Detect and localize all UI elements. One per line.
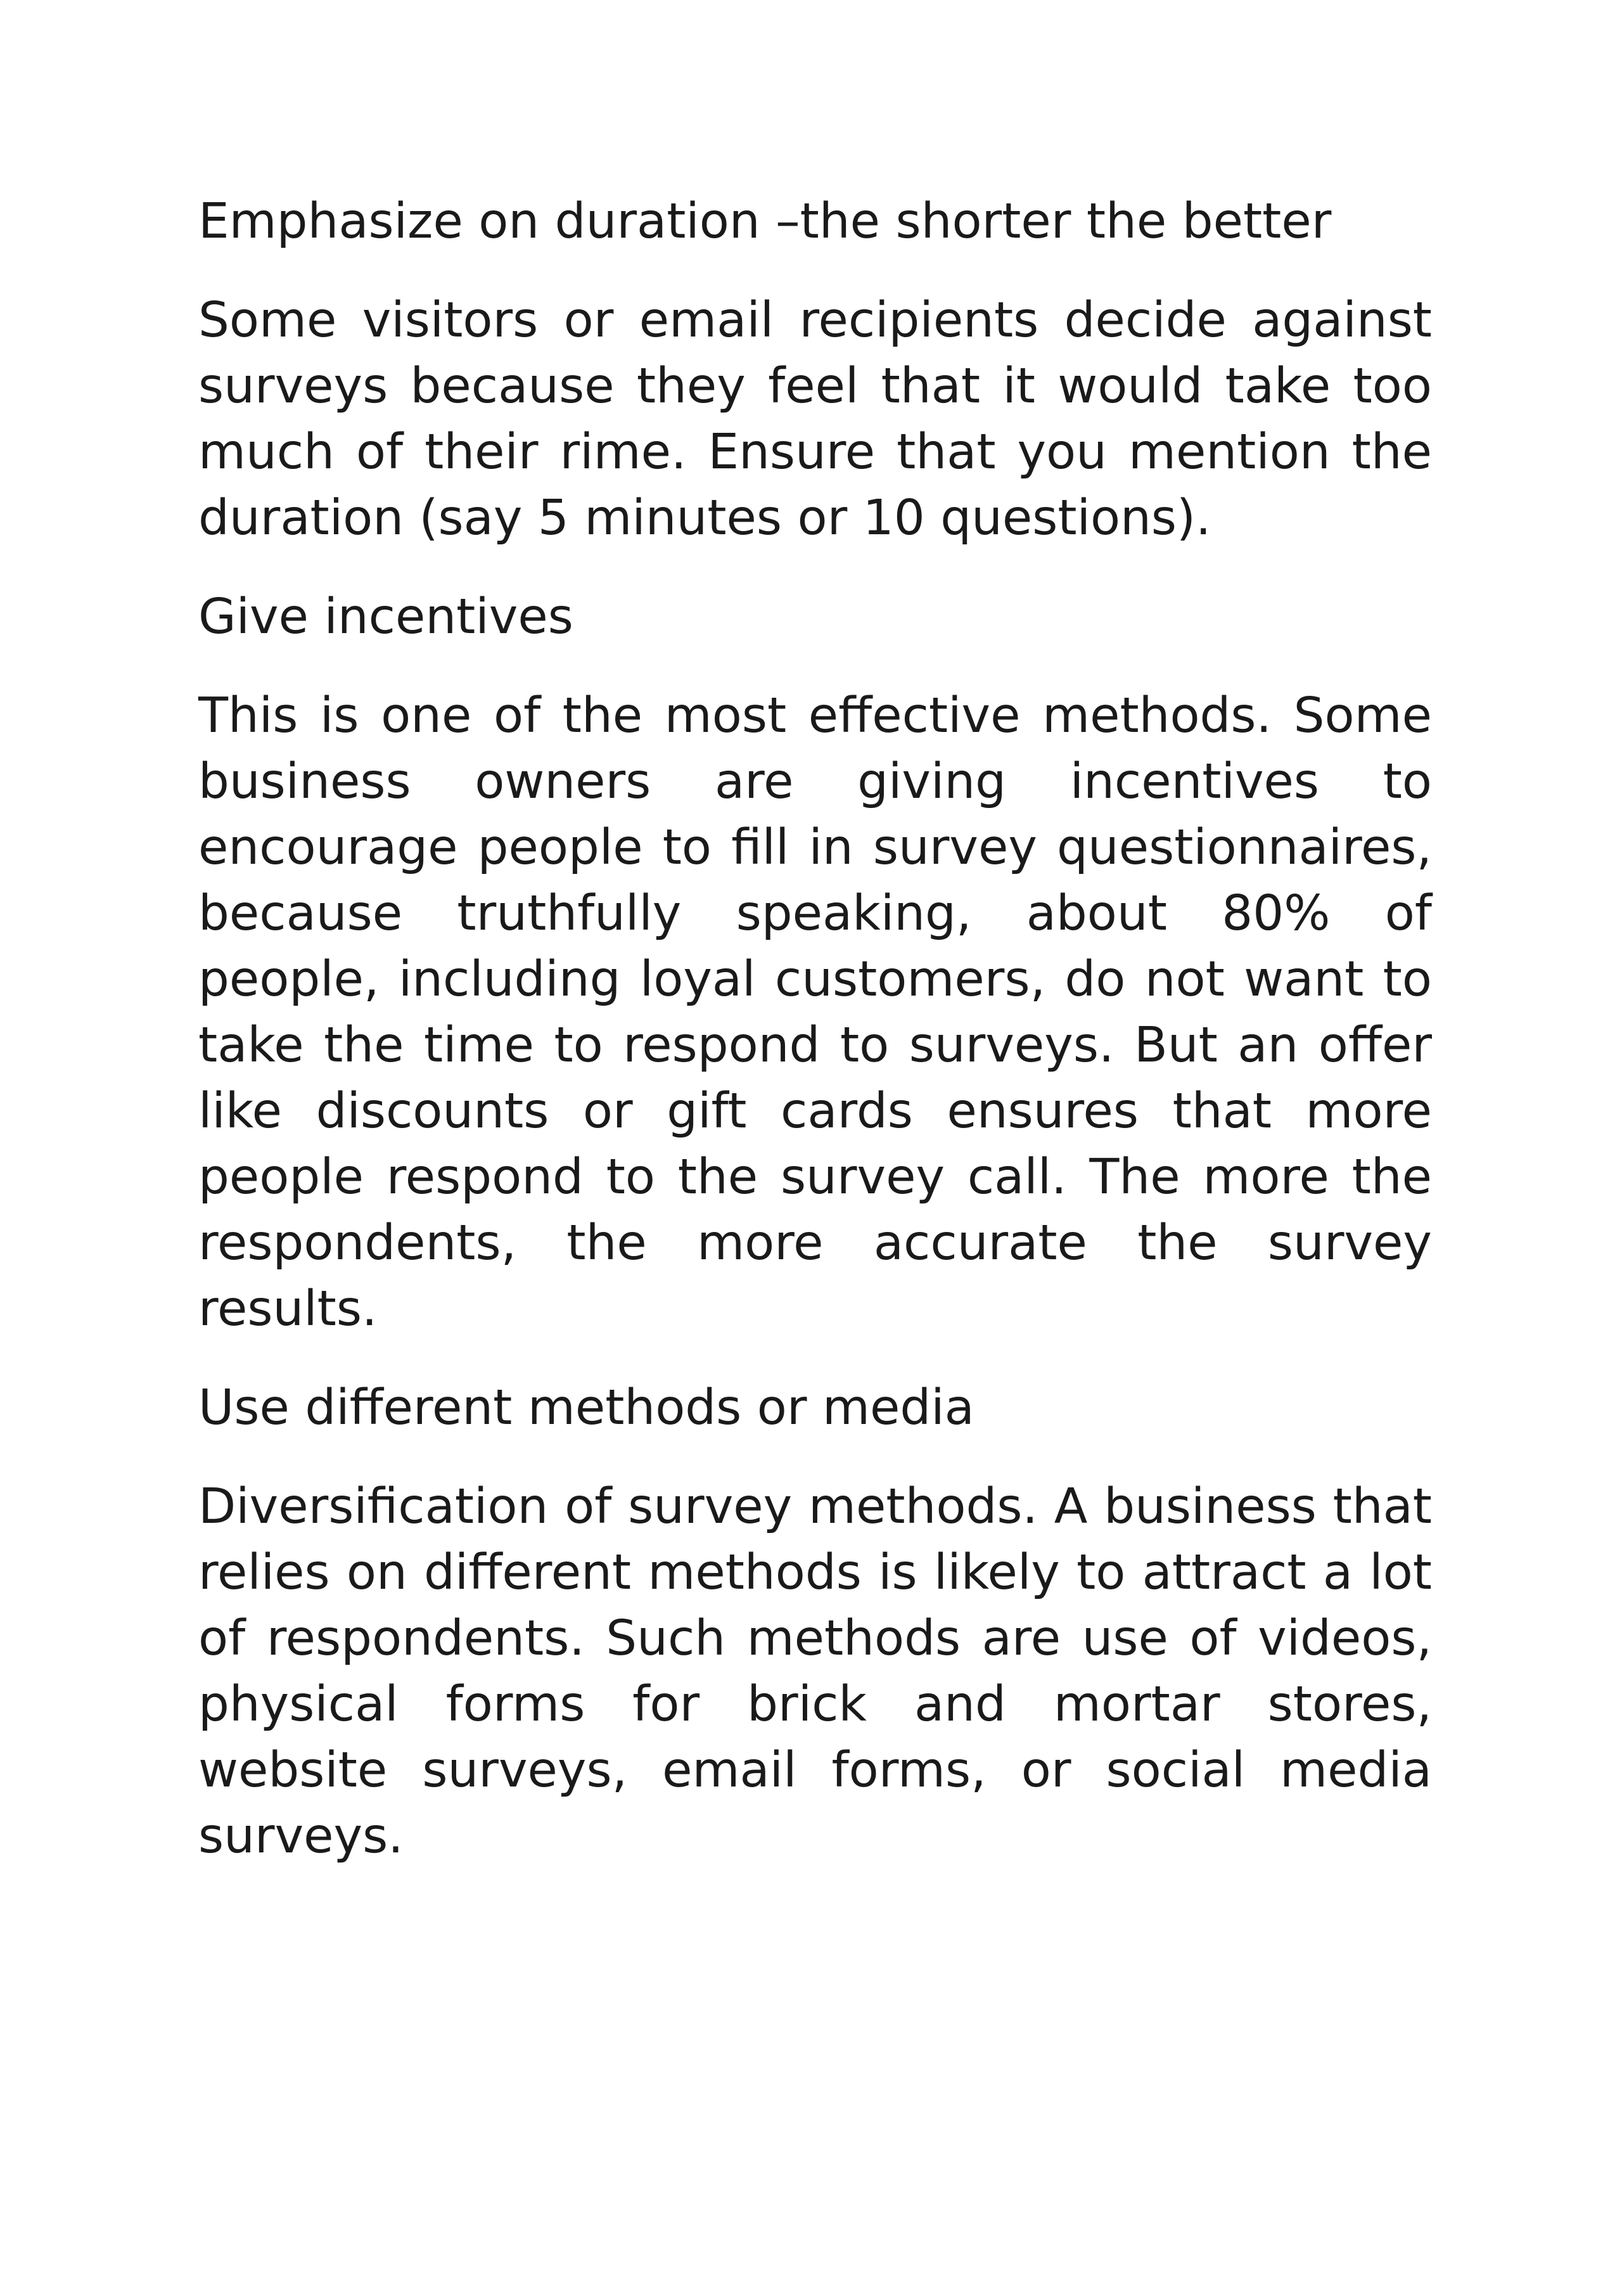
section-paragraph-methods: Diversification of survey methods. A business that relies on different methods is likely to attract a lot of respondents. Such methods are use of videos, physical forms for brick and mortar stores, website surveys, email forms, or social media surveys. xyxy=(198,1478,1432,1864)
section-heading-methods: Use different methods or media xyxy=(198,1380,974,1436)
section-heading-incentives: Give incentives xyxy=(198,589,573,645)
section-heading-duration: Emphasize on duration –the shorter the better xyxy=(198,193,1332,250)
document-body xyxy=(198,189,1432,1902)
section-paragraph-duration: Some visitors or email recipients decide against surveys because they feel that it would take too much of their rime. Ensure that you mention the duration (say 5 minutes or 10 questions). xyxy=(198,292,1432,546)
section-paragraph-incentives: This is one of the most effective methods. Some business owners are giving incentives to encourage people to fill in survey questionnaires, because truthfully speaking, about 80% of people, including loyal customers, do not want to take the time to respond to surveys. But an offer like discounts or gift cards ensures that more people respond to the survey call. The more the respondents, the more accurate the survey results. xyxy=(198,688,1432,1337)
